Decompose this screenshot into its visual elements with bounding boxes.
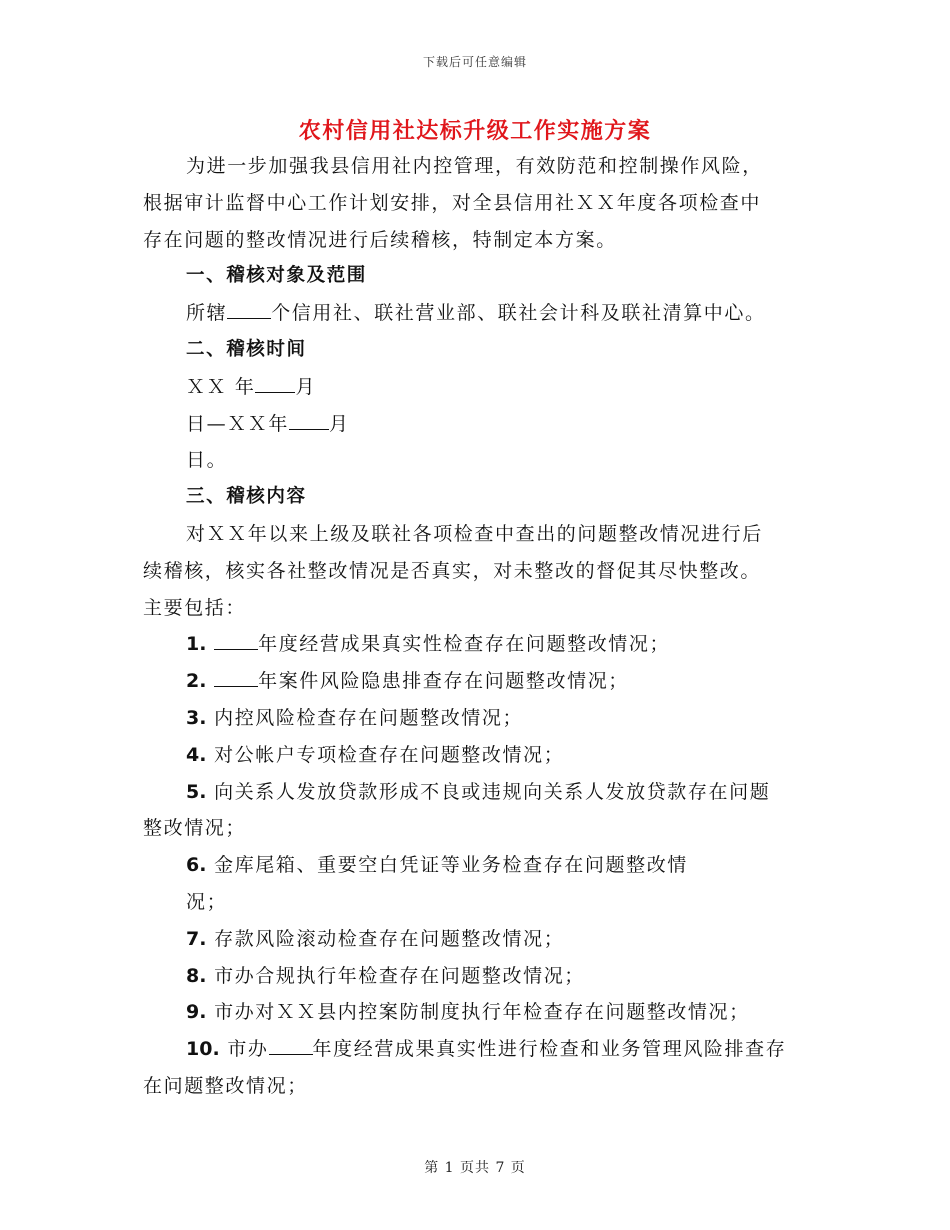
document-title: 农村信用社达标升级工作实施方案 [298, 118, 652, 144]
content-line: 续稽核，核实各社整改情况是否真实，对未整改的督促其尽快整改。 [143, 559, 762, 582]
intro-line: 为进一步加强我县信用社内控管理，有效防范和控制操作风险， [186, 155, 763, 177]
page-number: 第 1 页共 7 页 [424, 1160, 526, 1176]
list-item-continuation: 整改情况； [143, 817, 247, 840]
time-line: 日—ＸＸ年 月 [143, 406, 823, 443]
list-item: 8. 市办合规执行年检查存在问题整改情况； [186, 964, 585, 987]
intro-line: 存在问题的整改情况进行后续稽核，特制定本方案。 [143, 228, 617, 251]
fill-blank [214, 664, 258, 687]
content-line: 主要包括： [143, 596, 247, 619]
intro-line: 根据审计监督中心工作计划安排，对全县信用社ＸＸ年度各项检查中 [143, 191, 762, 214]
list-item: 10. 市办 年度经营成果真实性进行检查和业务管理风险排查存 [143, 1031, 823, 1068]
list-item: 1. 年度经营成果真实性检查存在问题整改情况； [143, 626, 823, 663]
content-line: 对ＸＸ年以来上级及联社各项检查中查出的问题整改情况进行后 [186, 522, 763, 545]
list-item: 5. 向关系人发放贷款形成不良或违规向关系人发放贷款存在问题 [186, 780, 771, 803]
list-item: 6. 金库尾箱、重要空白凭证等业务检查存在问题整改情 [186, 854, 688, 877]
list-item: 7. 存款风险滚动检查存在问题整改情况； [186, 927, 565, 950]
fill-blank [227, 296, 271, 319]
list-item-continuation: 在问题整改情况； [143, 1074, 308, 1097]
list-item-continuation: 况； [186, 890, 228, 913]
fill-blank [255, 370, 295, 393]
header-note: 下载后可任意编辑 [422, 55, 527, 69]
section-heading: 三、稽核内容 [186, 486, 307, 508]
list-item: 2. 年案件风险隐患排查存在问题整改情况； [143, 663, 823, 700]
section-heading: 二、稽核时间 [186, 338, 307, 360]
fill-blank [289, 407, 329, 430]
section-heading: 一、稽核对象及范围 [186, 265, 367, 287]
list-item: 9. 市办对ＸＸ县内控案防制度执行年检查存在问题整改情况； [186, 1001, 750, 1024]
time-line: ＸＸ 年 月 [143, 369, 823, 406]
document-body [143, 148, 823, 1105]
list-item: 3. 内控风险检查存在问题整改情况； [186, 706, 524, 729]
fill-blank [269, 1032, 313, 1055]
time-line: 日。 [186, 449, 228, 472]
list-item: 4. 对公帐户专项检查存在问题整改情况； [186, 743, 565, 766]
fill-blank [214, 627, 258, 650]
scope-line: 所辖 个信用社、联社营业部、联社会计科及联社清算中心。 [143, 295, 823, 332]
